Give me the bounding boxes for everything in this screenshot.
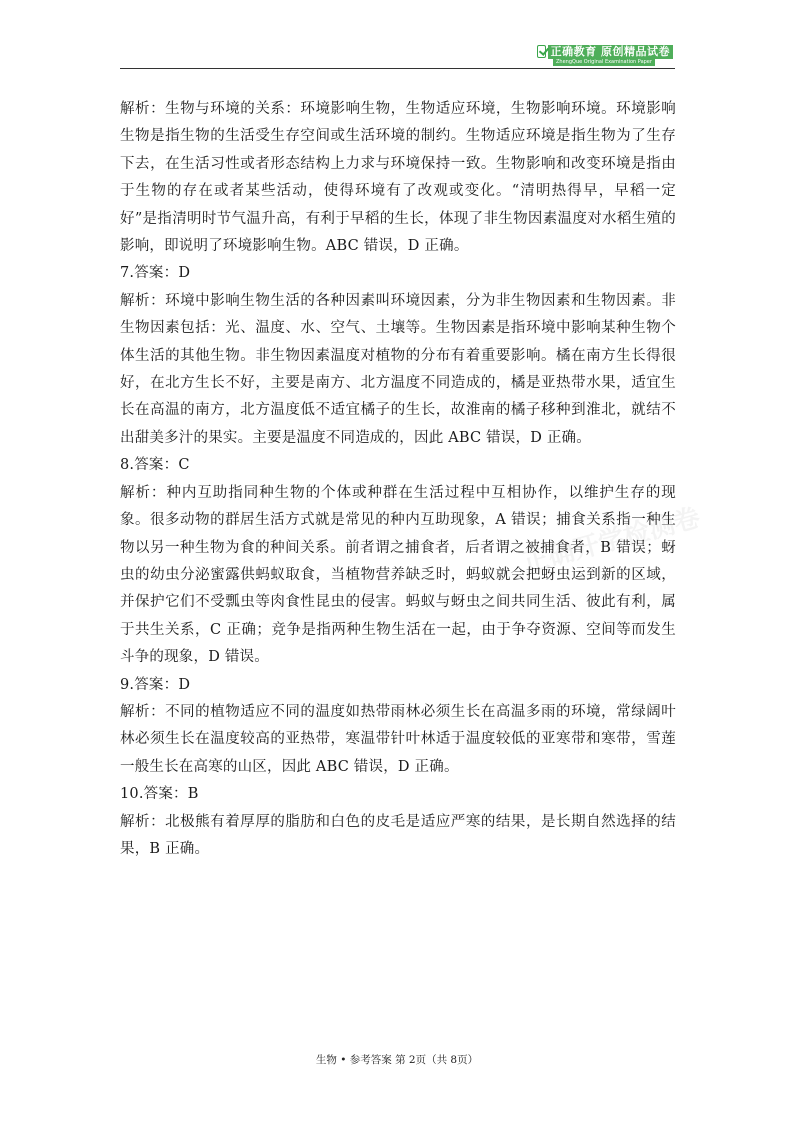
page-footer: 生物 • 参考答案 第 2页（共 8页） xyxy=(315,1054,479,1066)
answer-q10: 10.答案：B xyxy=(120,786,199,803)
logo-subtitle: ZhengQue Original Examination Paper xyxy=(553,59,655,66)
analysis-q6: 解析：生物与环境的关系：环境影响生物，生物适应环境，生物影响环境。环境影响生物是指生物的生活受生存空间或生活环境的制约。生物适应环境是指生物为了生存下去，在生活习性或者形态结构上力求与环境保持一致。生物影响和改变环境是指由于生物的存在或者某些活动，使得环境有了改观或变化。“清明热得早，早稻一定好”是指清明时节气温升高，有利于早稻的生长，体现了非生物因素温度对水稻生殖的影响，即说明了环境影响生物。ABC 错误，D 正确。 xyxy=(120,101,676,255)
check-icon xyxy=(537,45,546,58)
header-rule xyxy=(120,68,675,69)
answer-q7: 7.答案：D xyxy=(120,265,191,282)
brand-logo xyxy=(537,44,673,66)
answer-q8: 8.答案：C xyxy=(120,457,190,474)
answer-q9: 9.答案：D xyxy=(120,676,191,693)
analysis-q7: 解析：环境中影响生物生活的各种因素叫环境因素，分为非生物因素和生物因素。非生物因素包括：光、温度、水、空气、土壤等。生物因素是指环境中影响某种生物个体生活的其他生物。非生物因素温度对植物的分布有着重要影响。橘在南方生长得很好，在北方生长不好，主要是南方、北方温度不同造成的，橘是亚热带水果，适宜生长在高温的南方，北方温度低不适宜橘子的生长，故淮南的橘子移种到淮北，就结不出甜美多汁的果实。主要是温度不同造成的，因此 ABC 错误，D 正确。 xyxy=(120,292,676,446)
analysis-q9: 解析：不同的植物适应不同的温度如热带雨林必须生长在高温多雨的环境，常绿阔叶林必须生长在温度较高的亚热带，寒温带针叶林适于温度较低的亚寒带和寒带，雪莲一般生长在高寒的山区，因此 ABC 错误，D 正确。 xyxy=(120,703,676,775)
answer-content xyxy=(120,96,676,863)
analysis-q8: 解析：种内互助指同种生物的个体或种群在生活过程中互相协作，以维护生存的现象。很多动物的群居生活方式就是常见的种内互助现象，A 错误；捕食关系指一种生物以另一种生物为食的种间关系。前者谓之捕食者，后者谓之被捕食者，B 错误；蚜虫的幼虫分泌蜜露供蚂蚁取食，当植物营养缺乏时，蚂蚁就会把蚜虫运到新的区域，并保护它们不受瓢虫等肉食性昆虫的侵害。蚂蚁与蚜虫之间共同生活、彼此有利，属于共生关系，C 正确；竞争是指两种生物生活在一起，由于争夺资源、空间等而发生斗争的现象，D 错误。 xyxy=(120,484,676,666)
analysis-q10: 解析：北极熊有着厚厚的脂肪和白色的皮毛是适应严寒的结果，是长期自然选择的结果，B 正确。 xyxy=(120,813,676,857)
logo-text: 正确教育 原创精品试卷 xyxy=(548,45,673,59)
